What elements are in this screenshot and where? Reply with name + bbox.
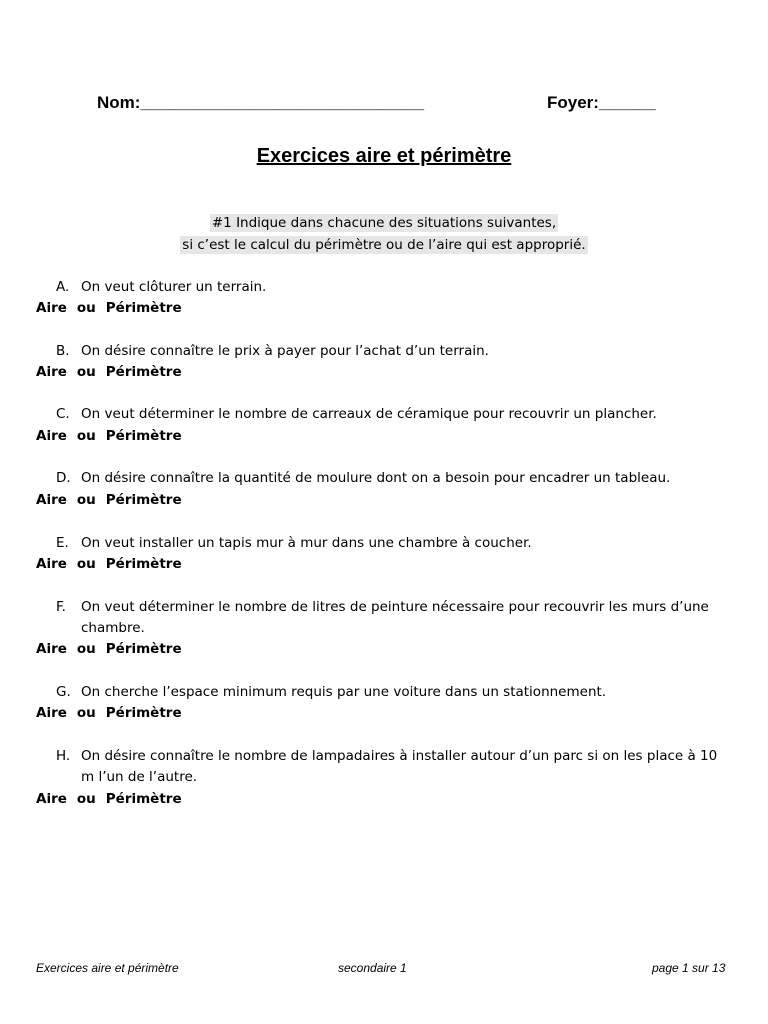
- answer-aire[interactable]: Aire: [36, 791, 67, 807]
- homeroom-field: Foyer:______: [547, 93, 656, 112]
- page-title: Exercices aire et périmètre: [256, 145, 512, 167]
- answer-ou: ou: [76, 556, 96, 572]
- answer-ou: ou: [76, 641, 96, 657]
- exercise-instruction: [0, 212, 768, 256]
- answer-ou: ou: [76, 364, 96, 380]
- question-letter: E.: [56, 535, 69, 551]
- question-text: On désire connaître la quantité de moulure dont on a besoin pour encadrer un tableau.: [81, 470, 671, 486]
- question-letter: F.: [56, 599, 66, 615]
- answer-perimetre[interactable]: Périmètre: [105, 791, 182, 807]
- question-letter: G.: [56, 684, 71, 700]
- answer-aire[interactable]: Aire: [36, 556, 67, 572]
- question-letter: B.: [56, 343, 70, 359]
- answer-ou: ou: [76, 791, 96, 807]
- answer-aire[interactable]: Aire: [36, 428, 67, 444]
- answer-perimetre[interactable]: Périmètre: [105, 556, 182, 572]
- question-text: On veut installer un tapis mur à mur dans une chambre à coucher.: [81, 535, 532, 551]
- student-info-header: [0, 93, 768, 119]
- answer-choice-e: [36, 554, 182, 574]
- answer-perimetre[interactable]: Périmètre: [105, 364, 182, 380]
- answer-choice-d: [36, 490, 182, 510]
- answer-ou: ou: [76, 300, 96, 316]
- answer-perimetre[interactable]: Périmètre: [105, 705, 182, 721]
- instruction-line-2: si c’est le calcul du périmètre ou de l’aire qui est approprié.: [182, 237, 586, 253]
- answer-perimetre[interactable]: Périmètre: [105, 428, 182, 444]
- question-letter: D.: [56, 470, 71, 486]
- answer-aire[interactable]: Aire: [36, 492, 67, 508]
- footer-document-title: Exercices aire et périmètre: [36, 961, 179, 975]
- instruction-line-1: #1 Indique dans chacune des situations suivantes,: [211, 215, 557, 231]
- page-footer: [0, 961, 768, 977]
- answer-perimetre[interactable]: Périmètre: [105, 641, 182, 657]
- answer-choice-b: [36, 362, 182, 382]
- answer-aire[interactable]: Aire: [36, 705, 67, 721]
- name-field: Nom:______________________________: [97, 93, 425, 112]
- answer-perimetre[interactable]: Périmètre: [105, 300, 182, 316]
- footer-page-number: page 1 sur 13: [652, 961, 726, 975]
- answer-choice-h: [36, 789, 182, 809]
- question-text: On désire connaître le nombre de lampadaires à installer autour d’un parc si on les place à 10 m l’un de l’autre.: [81, 748, 718, 785]
- answer-choice-c: [36, 426, 182, 446]
- question-text: On veut déterminer le nombre de litres de peinture nécessaire pour recouvrir les murs d’une chambre.: [81, 599, 709, 636]
- answer-ou: ou: [76, 428, 96, 444]
- answer-choice-f: [36, 639, 182, 659]
- question-letter: C.: [56, 406, 70, 422]
- question-text: On veut déterminer le nombre de carreaux de céramique pour recouvrir un plancher.: [81, 406, 657, 422]
- answer-aire[interactable]: Aire: [36, 641, 67, 657]
- answer-choice-a: [36, 298, 182, 318]
- question-text: On désire connaître le prix à payer pour l’achat d’un terrain.: [81, 343, 489, 359]
- question-letter: H.: [56, 748, 71, 764]
- answer-choice-g: [36, 703, 182, 723]
- answer-perimetre[interactable]: Périmètre: [105, 492, 182, 508]
- answer-aire[interactable]: Aire: [36, 364, 67, 380]
- question-letter: A.: [56, 279, 70, 295]
- answer-aire[interactable]: Aire: [36, 300, 67, 316]
- answer-ou: ou: [76, 705, 96, 721]
- footer-grade-level: secondaire 1: [338, 961, 407, 975]
- answer-ou: ou: [76, 492, 96, 508]
- question-text: On cherche l’espace minimum requis par une voiture dans un stationnement.: [81, 684, 607, 700]
- question-text: On veut clôturer un terrain.: [81, 279, 267, 295]
